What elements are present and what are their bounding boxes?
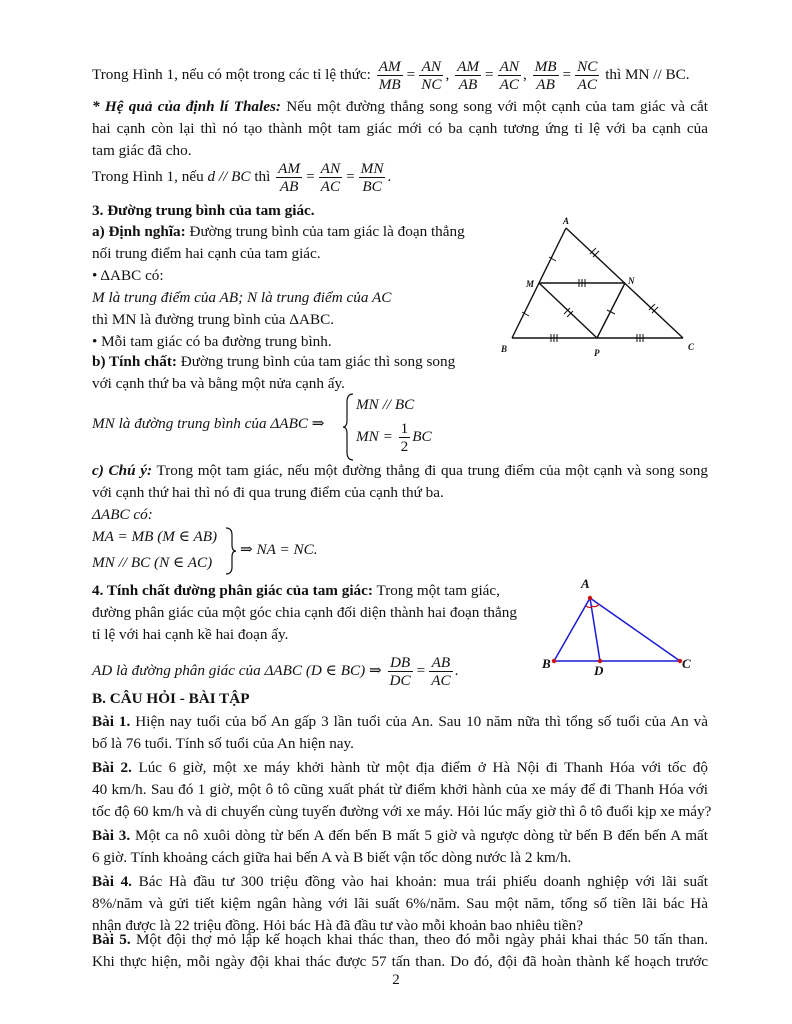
midline-formula-parallel: MN // BC — [356, 396, 415, 413]
bisector-triangle-figure — [540, 575, 705, 680]
midline-triangle-figure — [495, 210, 705, 360]
midline-then: thì MN là đường trung bình của ΔABC. — [92, 311, 335, 328]
bisector-line-3: tỉ lệ với hai cạnh kề hai đoạn ấy. — [92, 626, 289, 643]
midline-heading: 3. Đường trung bình của tam giác. — [92, 202, 315, 219]
note-cond-2: MN // BC (N ∈ AC) — [92, 554, 213, 571]
exercise-3-line-1: Bài 3. Một ca nô xuôi dòng từ bến A đến bến B mất 5 giờ và ngược dòng từ bến B đến bến A mất — [92, 827, 708, 844]
corollary-line-1: * Hệ quả của định lí Thales: Nếu một đường thẳng song song với một cạnh của tam giác và cắt — [92, 98, 709, 115]
midline-prop-line-2: với cạnh thứ ba và bằng một nửa cạnh ấy. — [92, 375, 345, 392]
label-c: C — [688, 342, 695, 352]
exercise-4-line-1: Bài 4. Bác Hà đầu tư 300 triệu đồng vào hai khoản: mua trái phiếu doanh nghiệp với lãi suất — [92, 873, 709, 890]
right-brace — [224, 526, 238, 576]
label-c: C — [682, 656, 691, 671]
exercises-heading: B. CÂU HỎI - BÀI TẬP — [92, 690, 250, 707]
thales-converse-line: Trong Hình 1, nếu có một trong các tỉ lệ thức: $\frac{AM}{MB}$ = $\frac{AN}{NC}$ , $\frac{AM}{AB}$ = $\frac{AN}{AC}$ , $\frac{MB}{AB}$ = $\frac{NC}{AC}$ thì MN // BC. — [92, 58, 690, 93]
segment-np — [597, 283, 625, 338]
label-m: M — [526, 279, 535, 289]
point-b — [552, 659, 556, 663]
exercise-5-line-1: Bài 5. Một đội thợ mỏ lập kế hoạch khai thác than, theo đó mỗi ngày phải khai thác 50 tấn than. — [92, 931, 708, 948]
bisector-line-2: đường phân giác của một góc chia cạnh đối diện thành hai đoạn thẳng — [92, 604, 517, 621]
exercise-1-line-2: bố là 76 tuổi. Tính số tuổi của An hiện nay. — [92, 735, 354, 752]
note-line-2: với cạnh thứ hai thì nó đi qua trung điểm của cạnh thứ ba. — [92, 484, 444, 501]
label-n: N — [628, 276, 635, 286]
exercise-3-line-2: 6 giờ. Tính khoảng cách giữa hai bến A và B biết vận tốc dòng nước là 2 km/h. — [92, 849, 572, 866]
exercise-2-line-2: 40 km/h. Sau đó 1 giờ, một ô tô cũng xuất phát từ điểm khởi hành của xe máy để đi Thanh Hóa với — [92, 781, 708, 798]
midline-formula-lead: MN là đường trung bình của ΔABC ⇒ — [92, 415, 325, 432]
exercise-2-line-3: tốc độ 60 km/h và di chuyển cùng tuyến đường với xe máy. Hỏi lúc mấy giờ thì ô tô đuổi kịp xe máy? — [92, 803, 712, 820]
midline-def-line-2: nối trung điểm hai cạnh của tam giác. — [92, 245, 321, 262]
midline-bullet-1: • ΔABC có: — [92, 267, 164, 284]
midline-def-line-1: a) Định nghĩa: Đường trung bình của tam giác là đoạn thẳng — [92, 223, 465, 240]
ratio-am-mb: $\frac{AM}{MB}$ — [378, 58, 401, 93]
midline-bullet-2: • Mỗi tam giác có ba đường trung bình. — [92, 333, 332, 350]
midline-prop-line-1: b) Tính chất: Đường trung bình của tam giác thì song song — [92, 353, 456, 370]
angle-mark-2 — [592, 604, 599, 607]
midline-formula-half: MN = $\frac{1}{2}$ BC — [356, 420, 432, 455]
exercise-2-line-1: Bài 2. Lúc 6 giờ, một xe máy khởi hành từ một địa điểm ở Hà Nội đi Thanh Hóa với tốc độ — [92, 759, 708, 776]
exercise-5-line-2: Khi thực hiện, mỗi ngày đội khai thác được 57 tấn than. Do đó, đội đã hoàn thành kế hoạch trước — [92, 953, 708, 970]
label-b: B — [501, 344, 508, 354]
note-result: ⇒ NA = NC. — [240, 541, 318, 558]
point-a — [588, 596, 592, 600]
exercise-1-line-1: Bài 1. Hiện nay tuổi của bố An gấp 3 lần tuổi của An. Sau 10 năm nữa thì tổng số tuổi của An và — [92, 713, 709, 730]
label-a: A — [581, 576, 590, 591]
corollary-line-3: tam giác đã cho. — [92, 142, 192, 159]
corollary-example: Trong Hình 1, nếu d // BC thì $\frac{AM}{AB}$ = $\frac{AN}{AC}$ = $\frac{MN}{BC}$ . — [92, 160, 392, 195]
exercise-4-line-2: 8%/năm và gửi tiết kiệm ngân hàng với lãi suất 6%/năm. Sau một năm, tổng số tiền lãi bác Hà — [92, 895, 708, 912]
left-brace — [341, 392, 355, 462]
label-p: P — [594, 348, 600, 358]
side-ab — [554, 598, 590, 661]
note-line-3: ΔABC có: — [92, 506, 153, 523]
page-number: 2 — [392, 972, 400, 988]
exercise-4-line-3: nhận được là 22 triệu đồng. Hỏi bác Hà đã đầu tư vào mỗi khoản bao nhiêu tiền? — [92, 917, 583, 934]
bisector-line-1: 4. Tính chất đường phân giác của tam giác: Trong một tam giác, — [92, 582, 500, 599]
label-b: B — [542, 656, 551, 671]
side-ac — [590, 598, 680, 661]
label-a: A — [563, 216, 570, 226]
note-line-1: c) Chú ý: Trong một tam giác, nếu một đường thẳng đi qua trung điểm của một cạnh và song song — [92, 462, 708, 479]
corollary-line-2: hai cạnh còn lại thì nó tạo thành một tam giác mới có ba cạnh tương ứng tỉ lệ với ba cạnh của — [92, 120, 708, 137]
midline-condition: M là trung điểm của AB; N là trung điểm của AC — [92, 289, 392, 306]
note-cond-1: MA = MB (M ∈ AB) — [92, 528, 218, 545]
label-d: D — [594, 663, 604, 678]
bisector-formula: AD là đường phân giác của ΔABC (D ∈ BC) ⇒ $\frac{DB}{DC}$ = $\frac{AB}{AC}$ . — [92, 654, 459, 689]
